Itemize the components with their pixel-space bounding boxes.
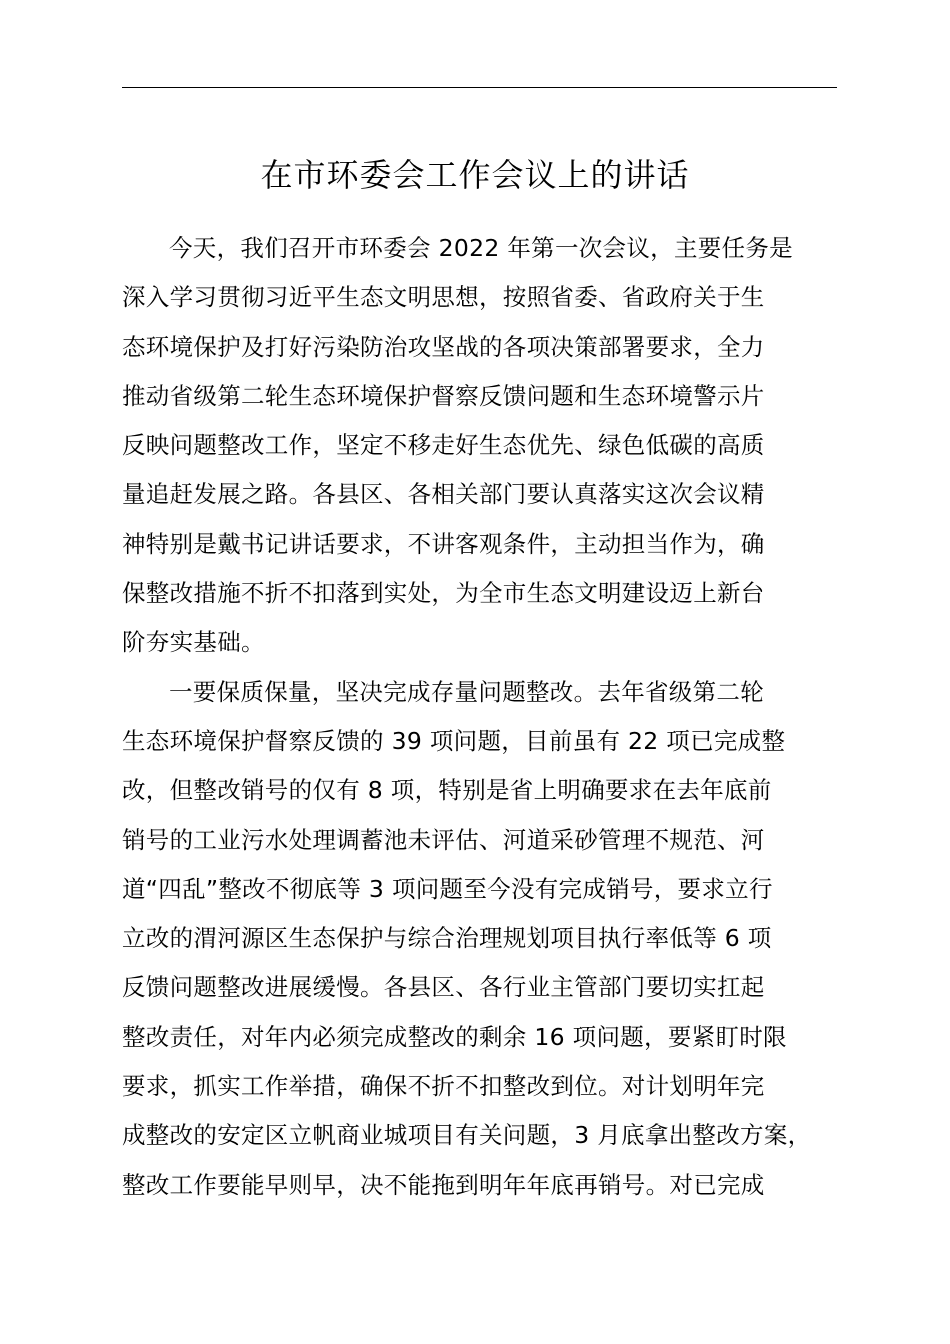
text-line: 整改工作要能早则早，决不能拖到明年年底再销号。对已完成 [122, 1170, 765, 1199]
text-line: 立改的渭河源区生态保护与综合治理规划项目执行率低等 6 项 [122, 924, 772, 953]
text-line: 今天，我们召开市环委会 2022 年第一次会议，主要任务是 [169, 234, 793, 262]
text-line: 一要保质保量，坚决完成存量问题整改。去年省级第二轮 [169, 677, 764, 706]
text-line: 保整改措施不折不扣落到实处，为全市生态文明建设迈上新台 [122, 579, 765, 608]
text-line: 整改责任，对年内必须完成整改的剩余 16 项问题，要紧盯时限 [122, 1022, 787, 1051]
paragraph-1 [122, 224, 837, 668]
text-line: 神特别是戴书记讲话要求，不讲客观条件，主动担当作为，确 [122, 529, 765, 558]
text-line: 要求，抓实工作举措，确保不折不扣整改到位。对计划明年完 [122, 1072, 765, 1101]
text-line: 成整改的安定区立帆商业城项目有关问题，3 月底拿出整改方案， [122, 1121, 812, 1150]
document-body [122, 224, 837, 1210]
text-line: 道“四乱”整改不彻底等 3 项问题至今没有完成销号，要求立行 [122, 874, 773, 903]
paragraph-2 [122, 668, 837, 1210]
text-line: 态环境保护及打好污染防治攻坚战的各项决策部署要求，全力 [122, 332, 765, 361]
text-line: 反馈问题整改进展缓慢。各县区、各行业主管部门要切实扛起 [122, 973, 765, 1002]
text-line: 反映问题整改工作，坚定不移走好生态优先、绿色低碳的高质 [122, 431, 765, 460]
document-title: 在市环委会工作会议上的讲话 [260, 156, 690, 194]
text-line: 推动省级第二轮生态环境保护督察反馈问题和生态环境警示片 [122, 381, 765, 410]
text-line: 生态环境保护督察反馈的 39 项问题，目前虽有 22 项已完成整 [122, 726, 786, 755]
text-line: 销号的工业污水处理调蓄池未评估、河道采砂管理不规范、河 [122, 825, 765, 854]
text-line: 阶夯实基础。 [122, 628, 265, 657]
header-rule [122, 87, 837, 88]
text-line: 改，但整改销号的仅有 8 项，特别是省上明确要求在去年底前 [122, 776, 772, 805]
text-line: 深入学习贯彻习近平生态文明思想，按照省委、省政府关于生 [122, 283, 765, 312]
text-line: 量追赶发展之路。各县区、各相关部门要认真落实这次会议精 [122, 480, 765, 509]
